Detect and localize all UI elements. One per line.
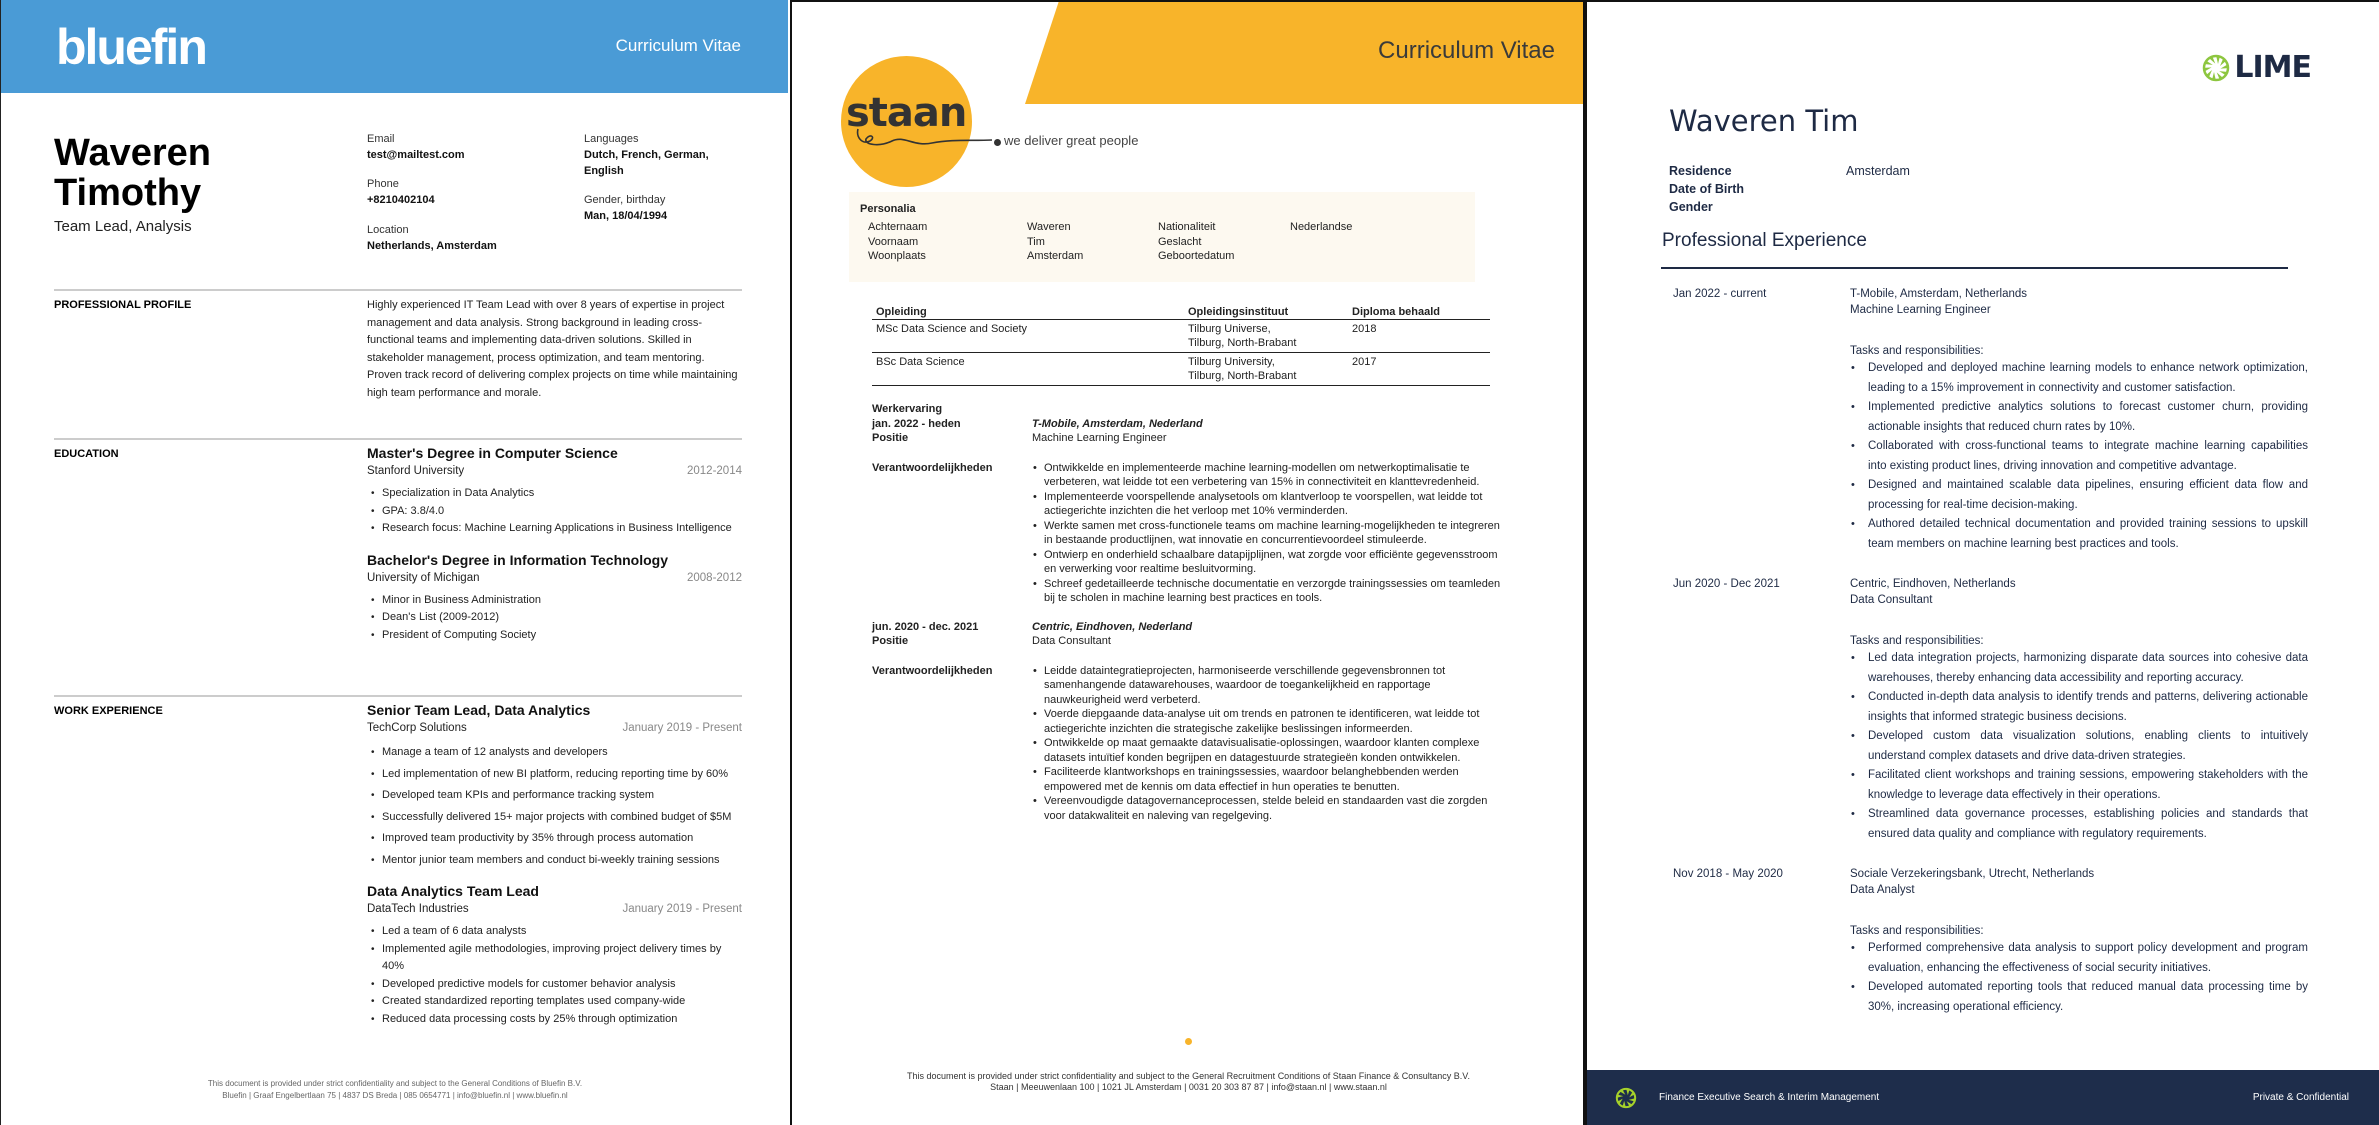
bullet-item: • Developed and deployed machine learning models to enhance network optimization, leading to a 15% improvement in connectivity and customer satisfaction. (1850, 359, 2308, 398)
bullet-item: • GPA: 3.8/4.0 (371, 503, 742, 521)
work-dates: jun. 2020 - dec. 2021 (872, 620, 979, 633)
bullet-item: • Conducted in-depth data analysis to identify trends and patterns, delivering actionable insights that informed strategic business decisions. (1850, 688, 2308, 727)
school-name: Stanford University (367, 465, 465, 477)
bullet-item: • Developed predictive models for customer behavior analysis (371, 976, 742, 994)
bullet-item: • Authored detailed technical documentation and provided training sessions to upskill team members on machine learning best practices and tools. (1850, 515, 2308, 554)
responsibilities-label: Verantwoordelijkheden (872, 461, 993, 474)
education-list (367, 445, 742, 644)
section-heading-work: WORK EXPERIENCE (54, 705, 163, 717)
personalia-values-left: Waveren Tim Amsterdam (1027, 221, 1084, 262)
contact-languages: Languages Dutch, French, German, English (584, 133, 709, 177)
position-label: Positie (872, 432, 909, 444)
personalia-values-right: Nederlandse (1290, 221, 1353, 233)
profile-text: Highly experienced IT Team Lead with over 8 years of expertise in project management and data analysis. Strong background in leading cross-functional teams and implementing data-driven solutions. Skilled in stakeholder management, process optimization, and team mentoring. Proven track record of delivering complex projects on time while maintaining high team performance and morale. (367, 299, 738, 399)
company-name: T-Mobile, Amsterdam, Nederland (1032, 417, 1203, 430)
bullet-item: • Voerde diepgaande data-analyse uit om trends en patronen te identificeren, wat leidde tot actiegerichte inzichten die strategische zakelijke beslissingen informeerden. (1032, 707, 1502, 736)
bullet-item: • Ontwikkelde op maat gemaakte datavisualisatie-oplossingen, waardoor klanten complexe datasets intuïtief konden begrijpen en datagestuurde strategieën konden ontwikkelen. (1032, 736, 1502, 765)
bullet-item: • Developed team KPIs and performance tracking system (371, 785, 742, 807)
personal-info (1669, 162, 1910, 216)
work-bullets (367, 923, 742, 1028)
work-dates: January 2019 - Present (622, 722, 742, 734)
candidate-name: Waveren Tim (1669, 104, 1859, 138)
bullet-item: • Successfully delivered 15+ major projects with combined budget of $5M (371, 807, 742, 829)
job-item (1673, 866, 2308, 1017)
bullet-item: • Manage a team of 12 analysts and developers (371, 742, 742, 764)
job-company: Sociale Verzekeringsbank, Utrecht, Netherlands (1850, 868, 2095, 880)
job-dates: Nov 2018 - May 2020 (1673, 868, 1783, 880)
bullet-item: • Led a team of 6 data analysts (371, 923, 742, 941)
table-row: BSc Data Science Tilburg University, Tilburg, North-Brabant 2017 (872, 353, 1490, 386)
personalia-labels-left: Achternaam Voornaam Woonplaats (868, 221, 928, 262)
bullet-item: • Dean's List (2009-2012) (371, 609, 742, 627)
work-list (367, 702, 742, 1028)
info-row-gender: Gender (1669, 200, 1713, 214)
job-company: T-Mobile, Amsterdam, Netherlands (1850, 288, 2028, 300)
bullet-item: • Mentor junior team members and conduct bi-weekly training sessions (371, 850, 742, 872)
tasks-list (1850, 649, 2308, 844)
position-label: Positie (872, 635, 909, 647)
education-item (367, 445, 742, 538)
profile-text-block (367, 297, 742, 402)
bullet-item: • Facilitated client workshops and training sessions, empowering stakeholders with the knowledge to leverage data effectively in their operations. (1850, 766, 2308, 805)
lime-aperture-icon (2202, 54, 2230, 82)
work-bullets (367, 742, 742, 871)
education-bullets (367, 485, 742, 538)
education-years: 2008-2012 (687, 571, 742, 584)
contact-location: Location Netherlands, Amsterdam (367, 224, 497, 252)
candidate-name: Waveren Timothy (54, 132, 211, 214)
job-company: Centric, Eindhoven, Netherlands (1850, 578, 2016, 590)
job-role: Machine Learning Engineer (1850, 304, 1991, 316)
job-item (1673, 286, 2308, 554)
column-header: Opleiding (872, 306, 1188, 320)
section-heading-education: EDUCATION (54, 448, 119, 460)
bullet-item: • Specialization in Data Analytics (371, 485, 742, 503)
work-dates: January 2019 - Present (622, 903, 742, 915)
bullet-item: • Minor in Business Administration (371, 592, 742, 610)
header-title: Curriculum Vitae (1378, 37, 1555, 64)
degree-title: Master's Degree in Computer Science (367, 445, 618, 461)
tasks-list (1850, 939, 2308, 1017)
bullet-item: • Streamlined data governance processes, establishing policies and standards that ensured data quality and compliance with regulatory requirements. (1850, 805, 2308, 844)
work-item (367, 702, 742, 871)
work-dates: jan. 2022 - heden (872, 417, 961, 430)
school-name: University of Michigan (367, 571, 480, 584)
bullet-item: • President of Computing Society (371, 627, 742, 645)
staan-tagline: we deliver great people (1004, 133, 1139, 148)
bluefin-header-bar (1, 0, 788, 93)
job-role: Data Consultant (1850, 594, 1933, 606)
bullet-item: • Research focus: Machine Learning Applications in Business Intelligence (371, 520, 742, 538)
bullet-item: • Performed comprehensive data analysis to support policy development and program evaluation, enhancing the effectiveness of social security initiatives. (1850, 939, 2308, 978)
tasks-label: Tasks and responsibilities: (1850, 345, 1984, 357)
divider (54, 289, 742, 291)
contact-email: Email test@mailtest.com (367, 133, 465, 161)
cv-page-bluefin (0, 0, 788, 1125)
footer-tagline: Finance Executive Search & Interim Management (1659, 1092, 1880, 1103)
bullet-item: • Ontwierp en onderhield schaalbare datapijplijnen, wat zorgde voor efficiënte gegevensstroom en verwerking voor realtime besluitvorming. (1032, 548, 1502, 577)
bullet-item: • Implementeerde voorspellende analysetools om klantverloop te voorspellen, wat leidde tot actiegerichte inzichten die het verloop met 10% verminderden. (1032, 490, 1502, 519)
job-dates: Jun 2020 - Dec 2021 (1673, 578, 1780, 590)
bullet-item: • Faciliteerde klantworkshops en trainingssessies, waardoor belanghebbenden werden empowered met de kennis om data effectief in hun operaties te benutten. (1032, 765, 1502, 794)
contact-phone: Phone +8210402104 (367, 178, 435, 206)
candidate-job-title: Team Lead, Analysis (54, 218, 192, 235)
personalia-box (849, 192, 1475, 282)
bullet-item: • Schreef gedetailleerde technische documentatie en verzorgde trainingssessies om teamleden bij te scholen in machine learning best practices en tools. (1032, 577, 1502, 606)
bullet-item: • Developed custom data visualization solutions, enabling clients to intuitively understand complex datasets and drive data-driven strategies. (1850, 727, 2308, 766)
education-years: 2012-2014 (687, 465, 742, 477)
bullet-item: • Leidde dataintegratieprojecten, harmoniseerde verschillende gegevensbronnen tot samenhangende datawarehouses, waardoor de toegankelijkheid en rapportage nauwkeurigheid werd verbeterd. (1032, 664, 1502, 708)
work-item (872, 620, 1502, 649)
bullet-item: • Improved team productivity by 35% through process automation (371, 828, 742, 850)
work-item (367, 883, 742, 1028)
table-row: MSc Data Science and Society Tilburg Universe, Tilburg, North-Brabant 2018 (872, 320, 1490, 353)
responsibilities-label: Verantwoordelijkheden (872, 664, 993, 677)
staan-logo: staan (846, 90, 967, 136)
cv-page-lime (1583, 0, 2379, 1125)
bullet-item: • Ontwikkelde en implementeerde machine learning-modellen om netwerkoptimalisatie te verbeteren, wat leidde tot een verbetering van 15% in connectiviteit en klanttevredenheid. (1032, 461, 1502, 490)
job-item (1673, 576, 2308, 844)
section-heading-profile: PROFESSIONAL PROFILE (54, 299, 192, 311)
bullet-item: • Collaborated with cross-functional teams to integrate machine learning capabilities into existing product lines, driving innovation and competitive advantage. (1850, 437, 2308, 476)
position-value: Data Consultant (1032, 635, 1111, 647)
education-table (872, 306, 1490, 386)
staan-footer: This document is provided under strict confidentiality and subject to the General Recruitment Conditions of Staan Finance & Consultancy B.V. Staan | Meeuwenlaan 100 | 1021 JL Amsterdam | 0031 20 303 87 87 | info@staan.nl | www.staan.nl (907, 1071, 1470, 1092)
divider (1661, 267, 2288, 269)
lime-footer-bar (1587, 1070, 2379, 1125)
lime-logo: LIME (2202, 50, 2311, 85)
section-title: Professional Experience (1662, 230, 1867, 251)
column-header: Diploma behaald (1352, 306, 1490, 320)
company-name: Centric, Eindhoven, Nederland (1032, 620, 1193, 633)
education-bullets (367, 592, 742, 645)
role-title: Data Analytics Team Lead (367, 883, 539, 899)
header-title: Curriculum Vitae (615, 36, 741, 55)
info-row-dob: Date of Birth (1669, 182, 1744, 196)
work-item (872, 417, 1502, 446)
column-header: Opleidingsinstituut (1188, 306, 1352, 320)
company-name: TechCorp Solutions (367, 722, 467, 734)
work-experience-section (872, 402, 1502, 823)
bullet-item: • Developed automated reporting tools that reduced manual data processing time by 30%, increasing operational efficiency. (1850, 978, 2308, 1017)
tasks-list (1850, 359, 2308, 554)
degree-title: Bachelor's Degree in Information Technology (367, 551, 669, 568)
bullet-item: • Vereenvoudigde datagovernanceprocessen, stelde beleid en standaarden vast die zorgden voor datakwaliteit en naleving van regelgeving. (1032, 794, 1502, 823)
bullet-item: • Designed and maintained scalable data pipelines, ensuring efficient data flow and processing for real-time decision-making. (1850, 476, 2308, 515)
footer-confidential: Private & Confidential (2252, 1092, 2349, 1103)
personalia-labels-right: Nationaliteit Geslacht Geboortedatum (1158, 221, 1235, 262)
responsibilities-list (1032, 461, 1502, 606)
role-title: Senior Team Lead, Data Analytics (367, 702, 591, 718)
company-name: DataTech Industries (367, 903, 469, 915)
staan-swirl-icon (852, 127, 997, 151)
bullet-item: • Reduced data processing costs by 25% through optimization (371, 1011, 742, 1029)
bullet-item: • Led data integration projects, harmonizing disparate data sources into cohesive data warehouses, thereby enhancing data accessibility and reporting accuracy. (1850, 649, 2308, 688)
position-value: Machine Learning Engineer (1032, 432, 1167, 444)
lime-aperture-icon (1615, 1086, 1637, 1110)
education-item (367, 552, 742, 645)
info-row-residence: Residence Amsterdam (1669, 164, 1910, 178)
bullet-item: • Led implementation of new BI platform, reducing reporting time by 60% (371, 764, 742, 786)
cv-page-staan (790, 0, 1583, 1125)
personalia-title: Personalia (860, 203, 916, 215)
job-role: Data Analyst (1850, 884, 1915, 896)
bluefin-footer: This document is provided under strict confidentiality and subject to the General Conditions of Bluefin B.V. Bluefin | Graaf Engelbertlaan 75 | 4837 DS Breda | 085 0654771 | info@bluefin.nl | www.bluefin.nl (207, 1079, 583, 1100)
bluefin-logo: bluefin (56, 19, 206, 75)
work-heading: Werkervaring (872, 403, 943, 415)
page-dot-icon (1185, 1038, 1192, 1045)
divider (54, 438, 742, 440)
tasks-label: Tasks and responsibilities: (1850, 925, 1984, 937)
bullet-item: • Implemented predictive analytics solutions to forecast customer churn, providing actionable insights that reduced churn rates by 10%. (1850, 398, 2308, 437)
divider (54, 695, 742, 697)
bullet-item: • Created standardized reporting templates used company-wide (371, 993, 742, 1011)
job-dates: Jan 2022 - current (1673, 288, 1767, 300)
contact-gender-birthday: Gender, birthday Man, 18/04/1994 (584, 194, 668, 222)
bullet-item: • Implemented agile methodologies, improving project delivery times by 40% (371, 941, 742, 976)
responsibilities-list (1032, 664, 1502, 824)
tasks-label: Tasks and responsibilities: (1850, 635, 1984, 647)
bullet-item: • Werkte samen met cross-functionele teams om machine learning-mogelijkheden te integreren in bestaande productlijnen, wat innovatie en concurrentievoordeel stimuleerde. (1032, 519, 1502, 548)
